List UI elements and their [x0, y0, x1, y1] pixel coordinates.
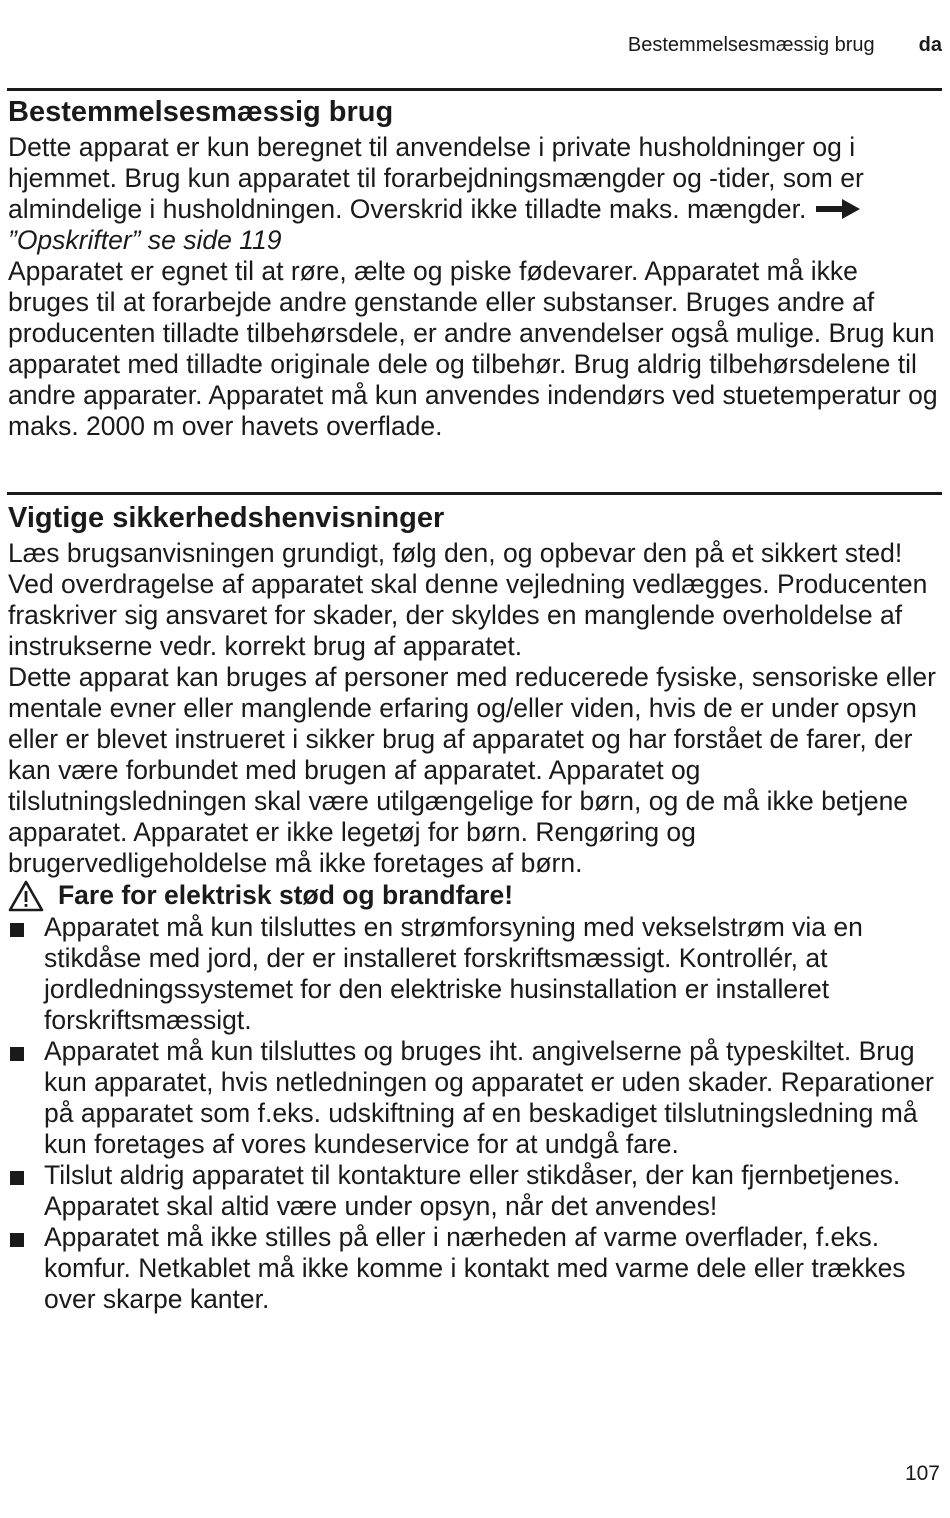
list-item [8, 1036, 943, 1160]
intended-use-heading: Bestemmelsesmæssig brug [8, 96, 394, 128]
intended-use-section [8, 92, 943, 442]
list-item-text: Apparatet må kun tilsluttes en strømforsyning med vekselstrøm via en stikdåse med jord, der er installeret forskriftsmæssigt. Kontrollér, at jordledningssystemet for den elektriske husinstallation er installeret forskriftsmæssigt. [44, 912, 863, 1035]
list-item [8, 912, 943, 1036]
square-bullet-icon [10, 1233, 24, 1247]
safety-paragraph-2: Dette apparat kan bruges af personer med reducerede fysiske, sensoriske eller mentale evner eller manglende erfaring og/eller viden, hvis de er under opsyn eller er blevet instrueret i sikker brug af apparatet og har forstået de farer, der kan være forbundet med brugen af apparatet. Apparatet og tilslutningsledningen skal være utilgængelige for børn, og de må ikke betjene apparatet. Apparatet er ikke legetøj for børn. Rengøring og brugervedligeholdelse må ikke foretages af børn. [8, 662, 936, 878]
square-bullet-icon [10, 923, 24, 937]
warning-heading [8, 879, 943, 912]
intended-use-paragraph-1 [8, 132, 943, 256]
list-item [8, 1160, 943, 1222]
list-item-text: Apparatet må ikke stilles på eller i nærheden af varme overflader, f.eks. komfur. Netkablet må ikke komme i kontakt med varme dele eller trækkes over skarpe kanter. [44, 1222, 906, 1314]
header-language-code: da [918, 34, 942, 56]
warning-triangle-icon [8, 880, 44, 912]
header-section-title: Bestemmelsesmæssig brug [627, 34, 875, 56]
warning-list [8, 912, 943, 1315]
section-divider [7, 492, 942, 495]
square-bullet-icon [10, 1171, 24, 1185]
warning-title: Fare for elektrisk stød og brandfare! [58, 880, 514, 910]
section-divider [7, 88, 942, 91]
safety-section [8, 498, 943, 1315]
list-item-text: Tilslut aldrig apparatet til kontakture eller stikdåser, der kan fjernbetjenes. Apparatet skal altid være under opsyn, når det anvendes! [44, 1160, 901, 1221]
list-item [8, 1222, 943, 1315]
recipes-page-reference[interactable]: ”Opskrifter” se side 119 [8, 225, 282, 255]
intended-use-text: Dette apparat er kun beregnet til anvendelse i private husholdninger og i hjemmet. Brug kun apparatet til forarbejdningsmængder og -tider, som er almindelige i husholdningen. Overskrid ikke tilladte maks. mængder. [8, 132, 864, 224]
intended-use-paragraph-2: Apparatet er egnet til at røre, ælte og piske fødevarer. Apparatet må ikke bruges til at forarbejde andre genstande eller substanser. Bruges andre af producenten tilladte tilbehørsdele, er andre anvendelser også mulige. Brug kun apparatet med tilladte originale dele og tilbehør. Brug aldrig tilbehørsdelene til andre apparater. Apparatet må kun anvendes indendørs ved stuetemperatur og maks. 2000 m over havets overflade. [8, 256, 938, 441]
list-item-text: Apparatet må kun tilsluttes og bruges iht. angivelserne på typeskiltet. Brug kun apparatet, hvis netledningen og apparatet er uden skader. Reparationer på apparatet som f.eks. udskiftning af en beskadiget tilslutningsledning må kun foretages af vores kundeservice for at undgå fare. [44, 1036, 934, 1159]
safety-paragraph-1: Læs brugsanvisningen grundigt, følg den, og opbevar den på et sikkert sted! Ved overdragelse af apparatet skal denne vejledning vedlægges. Producenten fraskriver sig ansvaret for skader, der skyldes en manglende overholdelse af instrukserne vedr. korrekt brug af apparatet. [8, 538, 928, 661]
page-number: 107 [904, 1462, 940, 1485]
running-header [628, 34, 942, 57]
square-bullet-icon [10, 1047, 24, 1061]
arrow-right-icon [816, 199, 860, 219]
safety-heading: Vigtige sikkerhedshenvisninger [8, 502, 445, 534]
